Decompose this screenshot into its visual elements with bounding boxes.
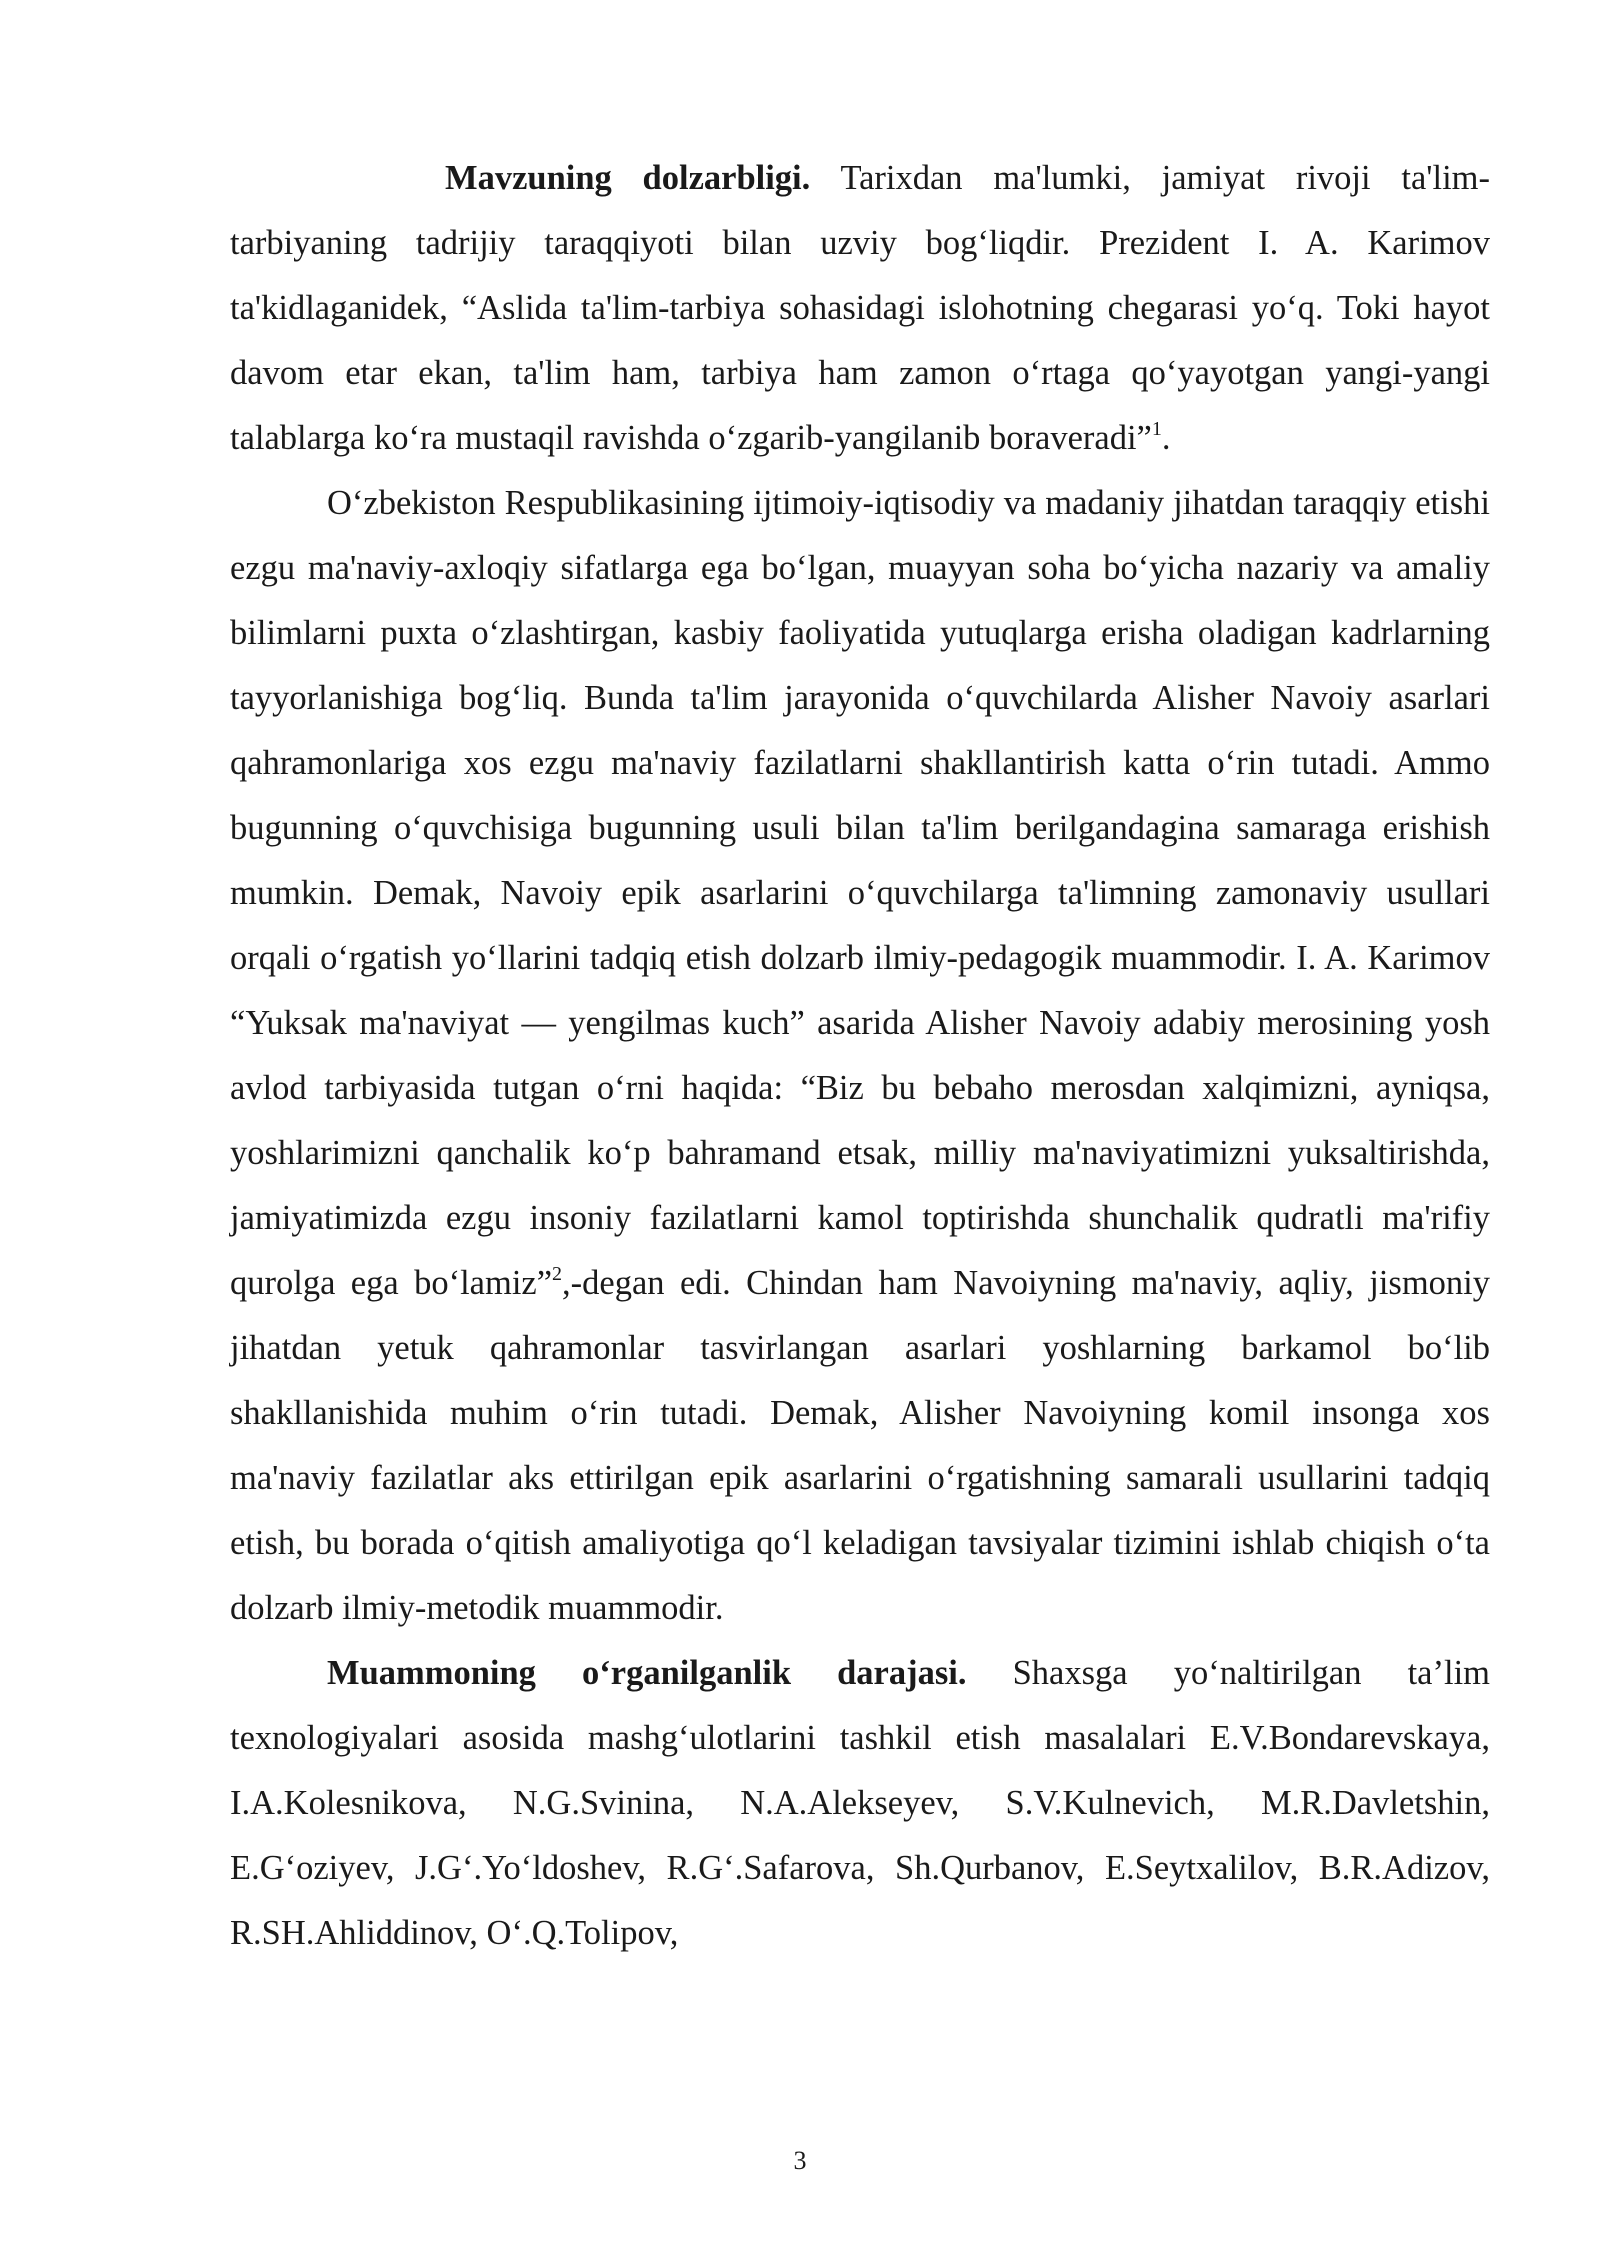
paragraph-text-end: ,-degan edi. Chindan ham Navoiyning ma'naviy, aqliy, jismoniy jihatdan yetuk qahramonlar tasvirlangan asarlari yoshlarning barkamol bo‘lib shakllanishida muhim o‘rin tutadi. Demak, Alisher Navoiyning komil insonga xos ma'naviy fazilatlar aks ettirilgan epik asarlarini o‘rgatishning samarali usullarini tadqiq etish, bu borada o‘qitish amaliyotiga qo‘l keladigan tavsiyalar tizimini ishlab chiqish o‘ta dolzarb ilmiy-metodik muammodir. [230,1264,1490,1627]
document-page [230,146,1490,1966]
paragraph-text: Shaxsga yo‘naltirilgan ta’lim texnologiyalari asosida mashg‘ulotlarini tashkil etish masalalari E.V.Bondarevskaya, I.A.Kolesnikova, N.G.Svinina, N.A.Alekseyev, S.V.Kulnevich, M.R.Davletshin, E.G‘oziyev, J.G‘.Yo‘ldoshev, R.G‘.Safarova, Sh.Qurbanov, E.Seytxalilov, B.R.Adizov, R.SH.Ahliddinov, O‘.Q.Tolipov, [230,1654,1490,1952]
paragraph-text-end: . [1161,419,1171,457]
section-heading-research-degree: Muammoning o‘rganilganlik darajasi. [327,1654,967,1692]
footnote-marker[interactable]: 2 [552,1263,563,1285]
paragraph-research-degree [230,1641,1490,1966]
paragraph-relevance [230,146,1490,471]
footnote-marker[interactable]: 1 [1151,418,1162,440]
paragraph-text: O‘zbekiston Respublikasining ijtimoiy-iqtisodiy va madaniy jihatdan taraqqiy etishi ezgu ma'naviy-axloqiy sifatlarga ega bo‘lgan, muayyan soha bo‘yicha nazariy va amaliy bilimlarni puxta o‘zlashtirgan, kasbiy faoliyatida yutuqlarga erisha oladigan kadrlarning tayyorlanishiga bog‘liq. Bunda ta'lim jarayonida o‘quvchilarda Alisher Navoiy asarlari qahramonlariga xos ezgu ma'naviy fazilatlarni shakllantirish katta o‘rin tutadi. Ammo bugunning o‘quvchisiga bugunning usuli bilan ta'lim berilgandagina samaraga erishish mumkin. Demak, Navoiy epik asarlarini o‘quvchilarga ta'limning zamonaviy usullari orqali o‘rgatish yo‘llarini tadqiq etish dolzarb ilmiy-pedagogik muammodir. I. A. Karimov “Yuksak ma'naviyat — yengilmas kuch” asarida Alisher Navoiy adabiy merosining yosh avlod tarbiyasida tutgan o‘rni haqida: “Biz bu bebaho merosdan xalqimizni, ayniqsa, yoshlarimizni qanchalik ko‘p bahramand etsak, milliy ma'naviyatimizni yuksaltirishda, jamiyatimizda ezgu insoniy fazilatlarni kamol toptirishda shunchalik qudratli ma'rifiy qurolga ega bo‘lamiz” [230,484,1490,1302]
paragraph-development [230,471,1490,1641]
paragraph-text: Tarixdan ma'lumki, jamiyat rivoji ta'lim-tarbiyaning tadrijiy taraqqiyoti bilan uzviy bog‘liqdir. Prezident I. A. Karimov ta'kidlaganidek, “Aslida ta'lim-tarbiya sohasidagi islohotning chegarasi yo‘q. Toki hayot davom etar ekan, ta'lim ham, tarbiya ham zamon o‘rtaga qo‘yayotgan yangi-yangi talablarga ko‘ra mustaqil ravishda o‘zgarib-yangilanib boraveradi” [230,159,1490,457]
page-number: 3 [793,2146,807,2175]
section-heading-relevance: Mavzuning dolzarbligi. [445,159,811,197]
